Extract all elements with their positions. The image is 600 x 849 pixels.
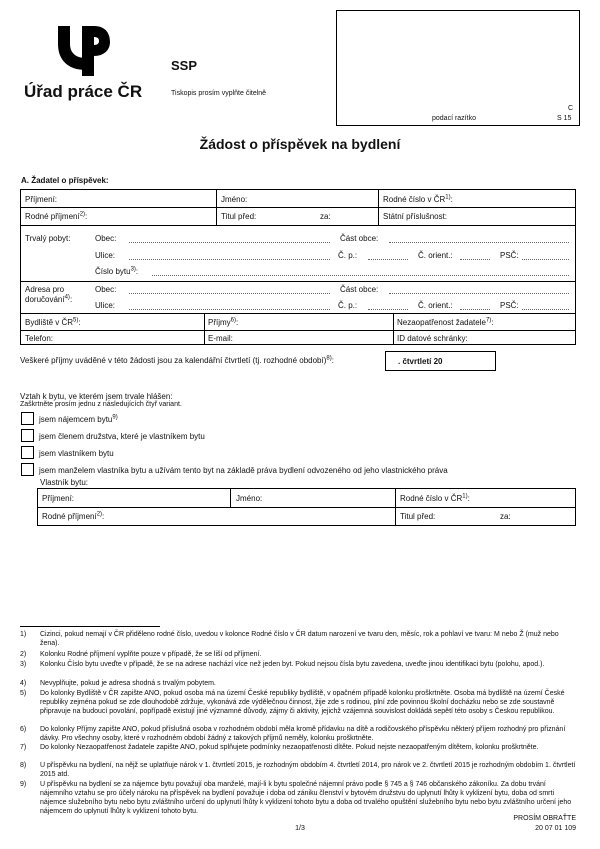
income-statement: Veškeré příjmy uváděné v této žádosti jsou za kalendářní čtvrtletí (tj. rozhodné období)$^{8)}$: bbox=[20, 355, 334, 365]
delivery-orient-no-label: Č. orient.: bbox=[418, 301, 453, 310]
tenant-checkbox[interactable] bbox=[21, 412, 34, 425]
databox-field[interactable] bbox=[480, 332, 574, 344]
owner-birth-surname-label: Rodné příjmení$^{2)}$: bbox=[42, 511, 105, 521]
municipality-field[interactable] bbox=[129, 242, 330, 243]
orient-no-field[interactable] bbox=[460, 259, 490, 260]
orient-no-label: Č. orient.: bbox=[418, 251, 453, 260]
form-code-footer: 20 07 01 109 bbox=[535, 825, 576, 832]
phone-label: Telefon: bbox=[25, 334, 54, 343]
owner-surname-label: Příjmení: bbox=[42, 494, 75, 503]
owner-name-field[interactable] bbox=[270, 490, 393, 506]
title-after-label: za: bbox=[320, 212, 331, 221]
footnote-divider bbox=[20, 626, 160, 627]
birth-surname-label: Rodné příjmení$^{2)}$: bbox=[25, 211, 88, 221]
zip-field[interactable] bbox=[522, 259, 569, 260]
title-after-field[interactable] bbox=[334, 209, 376, 224]
email-field[interactable] bbox=[238, 332, 390, 344]
dependence-field[interactable] bbox=[540, 315, 574, 329]
delivery-zip-field[interactable] bbox=[522, 309, 569, 310]
urad-prace-logo-icon bbox=[48, 22, 112, 76]
delivery-house-no-field[interactable] bbox=[368, 309, 408, 310]
street-label: Ulice: bbox=[95, 251, 116, 260]
flat-no-field[interactable] bbox=[152, 275, 569, 276]
form-id-number: S 15 bbox=[557, 115, 572, 122]
residence-cr-label: Bydliště v ČR$^{5)}$: bbox=[25, 317, 81, 327]
owner-name-label: Jméno: bbox=[236, 494, 263, 503]
municipality-label: Obec: bbox=[95, 234, 117, 243]
name-label: Jméno: bbox=[221, 195, 248, 204]
citizenship-label: Státní příslušnost: bbox=[383, 212, 448, 221]
relation-heading: Vztah k bytu, ve kterém jsem trvale hlášen: bbox=[20, 392, 173, 401]
title-before-field[interactable] bbox=[262, 209, 316, 224]
office-name: Úřad práce ČR bbox=[24, 82, 143, 101]
municipality-part-field[interactable] bbox=[389, 242, 569, 243]
page-title: Žádost o příspěvek na bydlení bbox=[199, 136, 401, 152]
owner-spouse-option-label: jsem manželem vlastníka bytu a užívám tento byt na základě práva bydlení odvozeného od jeho vlastnického práva bbox=[39, 466, 448, 475]
house-no-field[interactable] bbox=[368, 259, 408, 260]
zip-label: PSČ: bbox=[500, 251, 519, 260]
birth-number-label: Rodné číslo v ČR$^{1)}$: bbox=[383, 194, 453, 204]
delivery-municipality-part-label: Část obce: bbox=[340, 285, 379, 294]
income-field[interactable] bbox=[244, 315, 390, 329]
permanent-residence-label: Trvalý pobyt: bbox=[25, 234, 71, 243]
owner-title-before-field[interactable] bbox=[442, 509, 498, 525]
delivery-house-no-label: Č. p.: bbox=[338, 301, 358, 310]
street-field[interactable] bbox=[129, 259, 330, 260]
owner-checkbox[interactable] bbox=[21, 446, 34, 459]
delivery-street-label: Ulice: bbox=[95, 301, 116, 310]
quarter-text: . čtvrtletí 20 bbox=[398, 357, 443, 366]
email-label: E-mail: bbox=[208, 334, 233, 343]
owner-title-after-field[interactable] bbox=[514, 509, 574, 525]
databox-label: ID datové schránky: bbox=[397, 334, 468, 343]
surname-field[interactable] bbox=[70, 191, 214, 206]
birth-number-field[interactable] bbox=[460, 191, 574, 206]
coop-member-checkbox[interactable] bbox=[21, 429, 34, 442]
page-number: 1/3 bbox=[295, 825, 305, 832]
delivery-street-field[interactable] bbox=[129, 309, 330, 310]
municipality-part-label: Část obce: bbox=[340, 234, 379, 243]
fill-instruction: Tiskopis prosím vyplňte čitelně bbox=[171, 90, 267, 97]
owner-birth-surname-field[interactable] bbox=[118, 509, 393, 525]
residence-cr-field[interactable] bbox=[92, 315, 202, 329]
owner-spouse-checkbox[interactable] bbox=[21, 463, 34, 476]
owner-title-after-label: za: bbox=[500, 512, 511, 521]
delivery-orient-no-field[interactable] bbox=[460, 309, 490, 310]
tenant-option-label: jsem nájemcem bytu$^{9)}$ bbox=[39, 414, 118, 424]
delivery-zip-label: PSČ: bbox=[500, 301, 519, 310]
owner-birth-number-field[interactable] bbox=[478, 490, 574, 506]
owner-title-before-label: Titul před: bbox=[400, 512, 436, 521]
income-label: Příjmy$^{6)}$: bbox=[208, 317, 239, 327]
coop-member-option-label: jsem členem družstva, které je vlastníkem bytu bbox=[39, 432, 205, 441]
phone-field[interactable] bbox=[60, 332, 202, 344]
house-no-label: Č. p.: bbox=[338, 251, 358, 260]
form-id-letter: C bbox=[568, 105, 574, 112]
birth-surname-field[interactable] bbox=[100, 209, 214, 224]
delivery-municipality-field[interactable] bbox=[129, 293, 330, 294]
form-code: SSP bbox=[171, 58, 198, 73]
turn-over-note: PROSÍM OBRAŤTE bbox=[513, 815, 576, 822]
owner-option-label: jsem vlastníkem bytu bbox=[39, 449, 114, 458]
title-before-label: Titul před: bbox=[221, 212, 257, 221]
owner-birth-number-label: Rodné číslo v ČR$^{1)}$: bbox=[400, 493, 470, 503]
name-field[interactable] bbox=[256, 191, 376, 206]
owner-surname-field[interactable] bbox=[82, 490, 228, 506]
surname-label: Příjmení: bbox=[25, 195, 58, 204]
delivery-address-label: Adresa pro doručování$^{4)}$: bbox=[25, 285, 73, 304]
stamp-box bbox=[336, 10, 580, 126]
dependence-label: Nezaopatřenost žadatele$^{7)}$: bbox=[397, 317, 494, 327]
flat-no-label: Číslo bytu$^{3)}$: bbox=[95, 266, 139, 276]
flat-owner-heading: Vlastník bytu: bbox=[40, 478, 89, 487]
delivery-municipality-part-field[interactable] bbox=[389, 293, 569, 294]
stamp-label: podací razítko bbox=[432, 115, 476, 122]
citizenship-field[interactable] bbox=[460, 209, 574, 224]
relation-subheading: Zaškrtněte prosím jednu z následujících čtyř variant. bbox=[20, 401, 182, 408]
section-a-heading: A. Žadatel o příspěvek: bbox=[21, 176, 109, 185]
delivery-municipality-label: Obec: bbox=[95, 285, 117, 294]
